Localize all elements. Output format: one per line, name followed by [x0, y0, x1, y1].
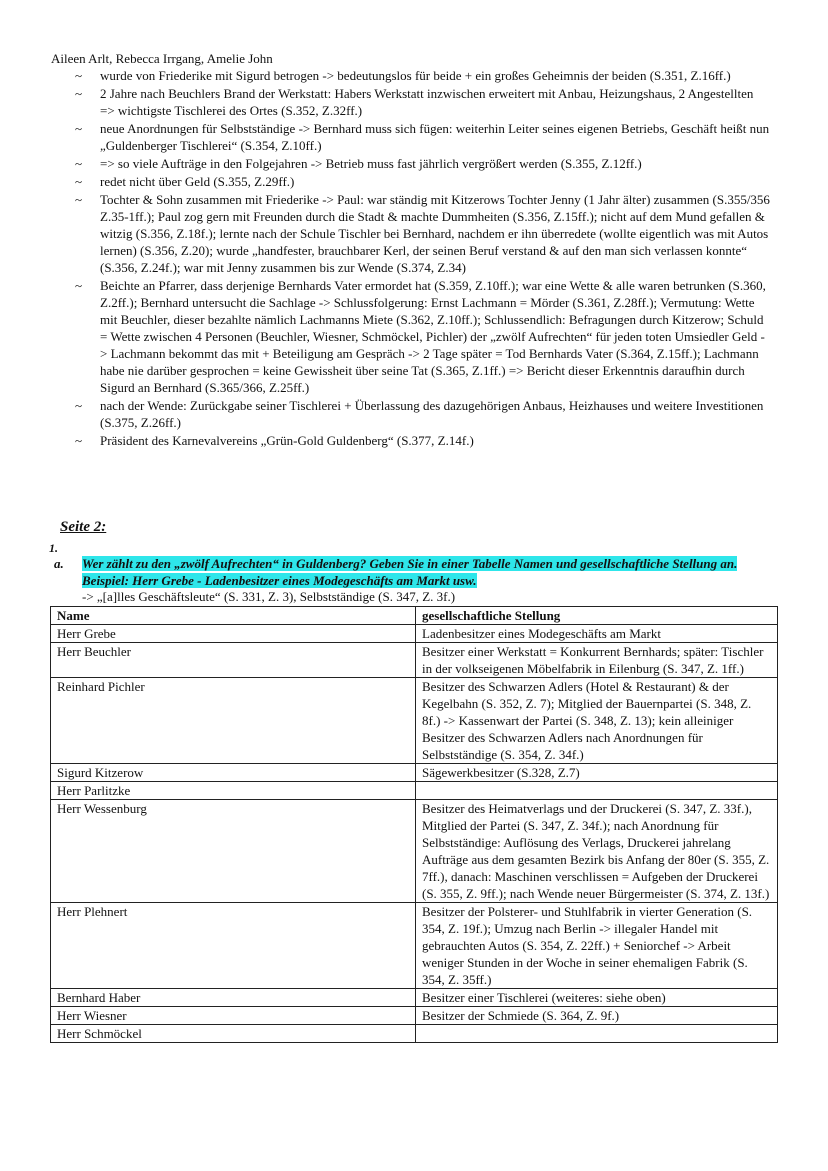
note-text: Beichte an Pfarrer, dass derjenige Bernhards Vater ermordet hat (S.359, Z.10ff.); war eine Wette & alle waren betrunken (S.360, Z.2ff.); Bernhard untersucht die Sachlage -> Schlussfolgerung: Ernst Lachmann = Mörder (S.361, Z.28ff.); Vermutung: Wette mit Beuchler, dieser bezahlte nämlich Lachmanns Miete (S.362, Z.10ff.); Schlussendlich: Befragungen durch Kitzerow; Schuld = Wette zwischen 4 Personen (Beuchler, Wiesner, Schmöckel, Pichler) der „zwölf Aufrechten“ für jeden toten Umsiedler Geld -> Lachmann bekommt das mit + Beteiligung am Gespräch -> 2 Tage später = Tod Bernhards Vater (S.364, Z.15ff.); Lachmann habe nie darüber gesprochen = keine Gewissheit über seine Tat (S.365, Z.1ff.) => Bericht dieser Erkenntnis daraufhin durch Sigurd an Bernhard (S.365/366, Z.25ff.) [100, 278, 766, 395]
role-cell: Besitzer des Schwarzen Adlers (Hotel & Restaurant) & der Kegelbahn (S. 352, Z. 7); Mitglied der Bauernpartei (S. 348, Z. 8f.) -> Kassenwart der Partei (S. 348, Z. 13); kein alleiniger Besitzer des Schwarzen Adlers nach Anordnungen für Selbstständige (S. 354, Z. 34f.) [416, 678, 778, 764]
list-item [51, 432, 771, 449]
role-cell: Besitzer einer Werkstatt = Konkurrent Bernhards; später: Tischler in der volkseigenen Möbelfabrik in Eilenburg (S. 347, Z. 1ff.) [416, 643, 778, 678]
note-text: redet nicht über Geld (S.355, Z.29ff.) [100, 174, 295, 189]
role-cell: Besitzer der Polsterer- und Stuhlfabrik in vierter Generation (S. 354, Z. 19f.); Umzug nach Berlin -> illegaler Handel mit gebrauchten Autos (S. 354, Z. 22ff.) + Seniorchef -> Arbeit weniger Stunden in der Woche in seiner ehemaligen Fabrik (S. 354, Z. 35ff.) [416, 903, 778, 989]
name-cell: Reinhard Pichler [51, 678, 416, 764]
note-text: => so viele Aufträge in den Folgejahren -> Betrieb muss fast jährlich vergrößert werden (S.355, Z.12ff.) [100, 156, 642, 171]
table-row [51, 764, 778, 782]
name-cell: Herr Schmöckel [51, 1025, 416, 1043]
note-text: neue Anordnungen für Selbstständige -> Bernhard muss sich fügen: weiterhin Leiter seines eigenen Betriebs, Geschäft heißt nun „Guldenberger Tischlerei“ (S.354, Z.10ff.) [100, 121, 770, 153]
tilde-bullet-icon: ~ [75, 121, 83, 136]
question-text: Wer zählt zu den „zwölf Aufrechten“ in Guldenberg? Geben Sie in einer Tabelle Namen und gesellschaftliche Stellung an. Beispiel: Herr Grebe - Ladenbesitzer eines Modegeschäfts am Markt usw. [82, 556, 738, 588]
list-item [51, 120, 771, 154]
role-cell [416, 782, 778, 800]
note-text: 2 Jahre nach Beuchlers Brand der Werkstatt: Habers Werkstatt inzwischen erweitert mit Anbau, Heizungshaus, 2 Angestellten => wichtigste Tischlerei des Ortes (S.352, Z.32ff.) [100, 86, 754, 118]
list-item [51, 67, 771, 84]
name-cell: Herr Parlitzke [51, 782, 416, 800]
tilde-bullet-icon: ~ [75, 433, 83, 448]
list-item [51, 85, 771, 119]
note-text: Präsident des Karnevalvereins „Grün-Gold Guldenberg“ (S.377, Z.14f.) [100, 433, 474, 448]
tilde-bullet-icon: ~ [75, 174, 83, 189]
authors-line: Aileen Arlt, Rebecca Irrgang, Amelie John [51, 51, 273, 66]
name-cell: Herr Plehnert [51, 903, 416, 989]
tilde-bullet-icon: ~ [75, 86, 83, 101]
table-row [51, 989, 778, 1007]
tilde-bullet-icon: ~ [75, 278, 83, 293]
list-item [51, 155, 771, 172]
role-cell: Sägewerkbesitzer (S.328, Z.7) [416, 764, 778, 782]
role-cell: Besitzer des Heimatverlags und der Druckerei (S. 347, Z. 33f.), Mitglied der Partei (S. 347, Z. 34f.); nach Anordnung für Selbstständige: Auflösung des Verlags, Druckerei jahrelang Aufträge aus dem gesamten Bezirk bis Anfang der 80er (S. 355, Z. 7ff.), danach: Maschinen verschlissen = Aufgeben der Druckerei (S. 355, Z. 9ff.); nach Wende neuer Bürgermeister (S. 374, Z. 13f.) [416, 800, 778, 903]
table-row [51, 625, 778, 643]
name-cell: Herr Beuchler [51, 643, 416, 678]
list-item [51, 173, 771, 190]
section-title: Seite 2: [60, 519, 107, 535]
table-row [51, 1007, 778, 1025]
tilde-bullet-icon: ~ [75, 68, 83, 83]
table-row [51, 643, 778, 678]
table-row [51, 800, 778, 903]
table-row [51, 782, 778, 800]
table-row [51, 678, 778, 764]
name-cell: Herr Wiesner [51, 1007, 416, 1025]
name-cell: Sigurd Kitzerow [51, 764, 416, 782]
role-cell: Ladenbesitzer eines Modegeschäfts am Markt [416, 625, 778, 643]
name-cell: Herr Wessenburg [51, 800, 416, 903]
notes-list [51, 67, 771, 450]
question-number: 1. [49, 541, 58, 555]
column-header-role: gesellschaftliche Stellung [416, 607, 778, 625]
table-header-row [51, 607, 778, 625]
question-block [54, 555, 776, 589]
tilde-bullet-icon: ~ [75, 192, 83, 207]
role-cell: Besitzer der Schmiede (S. 364, Z. 9f.) [416, 1007, 778, 1025]
note-text: Tochter & Sohn zusammen mit Friederike -> Paul: war ständig mit Kitzerows Tochter Jenny (1 Jahr älter) zusammen (S.355/356 Z.35-1ff.); Paul zog gern mit Freunden durch die Stadt & machte Dummheiten (S.356, Z.15ff.); nicht auf dem Mund gefallen & witzig (S.356, Z.18f.); lernte nach der Schule Tischler bei Bernhard, nachdem er ihn überredete (wollte eigentlich was mit Autos lernen) (S.356, Z.20); wurde „handfester, brauchbarer Kerl, der seinen Beruf verstand & auf den man sich verlassen konnte“ (S.356, Z.24f.); war mit Jenny zusammen bis zur Wende (S.374, Z.34) [100, 192, 770, 275]
column-header-name: Name [51, 607, 416, 625]
question-letter: a. [54, 556, 64, 571]
table-row [51, 1025, 778, 1043]
list-item [51, 397, 771, 431]
quote-line: -> „[a]lles Geschäftsleute“ (S. 331, Z. 3), Selbstständige (S. 347, Z. 3f.) [82, 589, 456, 604]
tilde-bullet-icon: ~ [75, 156, 83, 171]
list-item [51, 277, 771, 396]
table-row [51, 903, 778, 989]
name-cell: Bernhard Haber [51, 989, 416, 1007]
tilde-bullet-icon: ~ [75, 398, 83, 413]
list-item [51, 191, 771, 276]
role-cell: Besitzer einer Tischlerei (weiteres: siehe oben) [416, 989, 778, 1007]
role-cell [416, 1025, 778, 1043]
name-cell: Herr Grebe [51, 625, 416, 643]
note-text: wurde von Friederike mit Sigurd betrogen -> bedeutungslos für beide + ein großes Geheimnis der beiden (S.351, Z.16ff.) [100, 68, 731, 83]
roles-table [50, 606, 778, 1043]
note-text: nach der Wende: Zurückgabe seiner Tischlerei + Überlassung des dazugehörigen Anbaus, Heizhauses und weitere Investitionen (S.375, Z.26ff.) [100, 398, 764, 430]
